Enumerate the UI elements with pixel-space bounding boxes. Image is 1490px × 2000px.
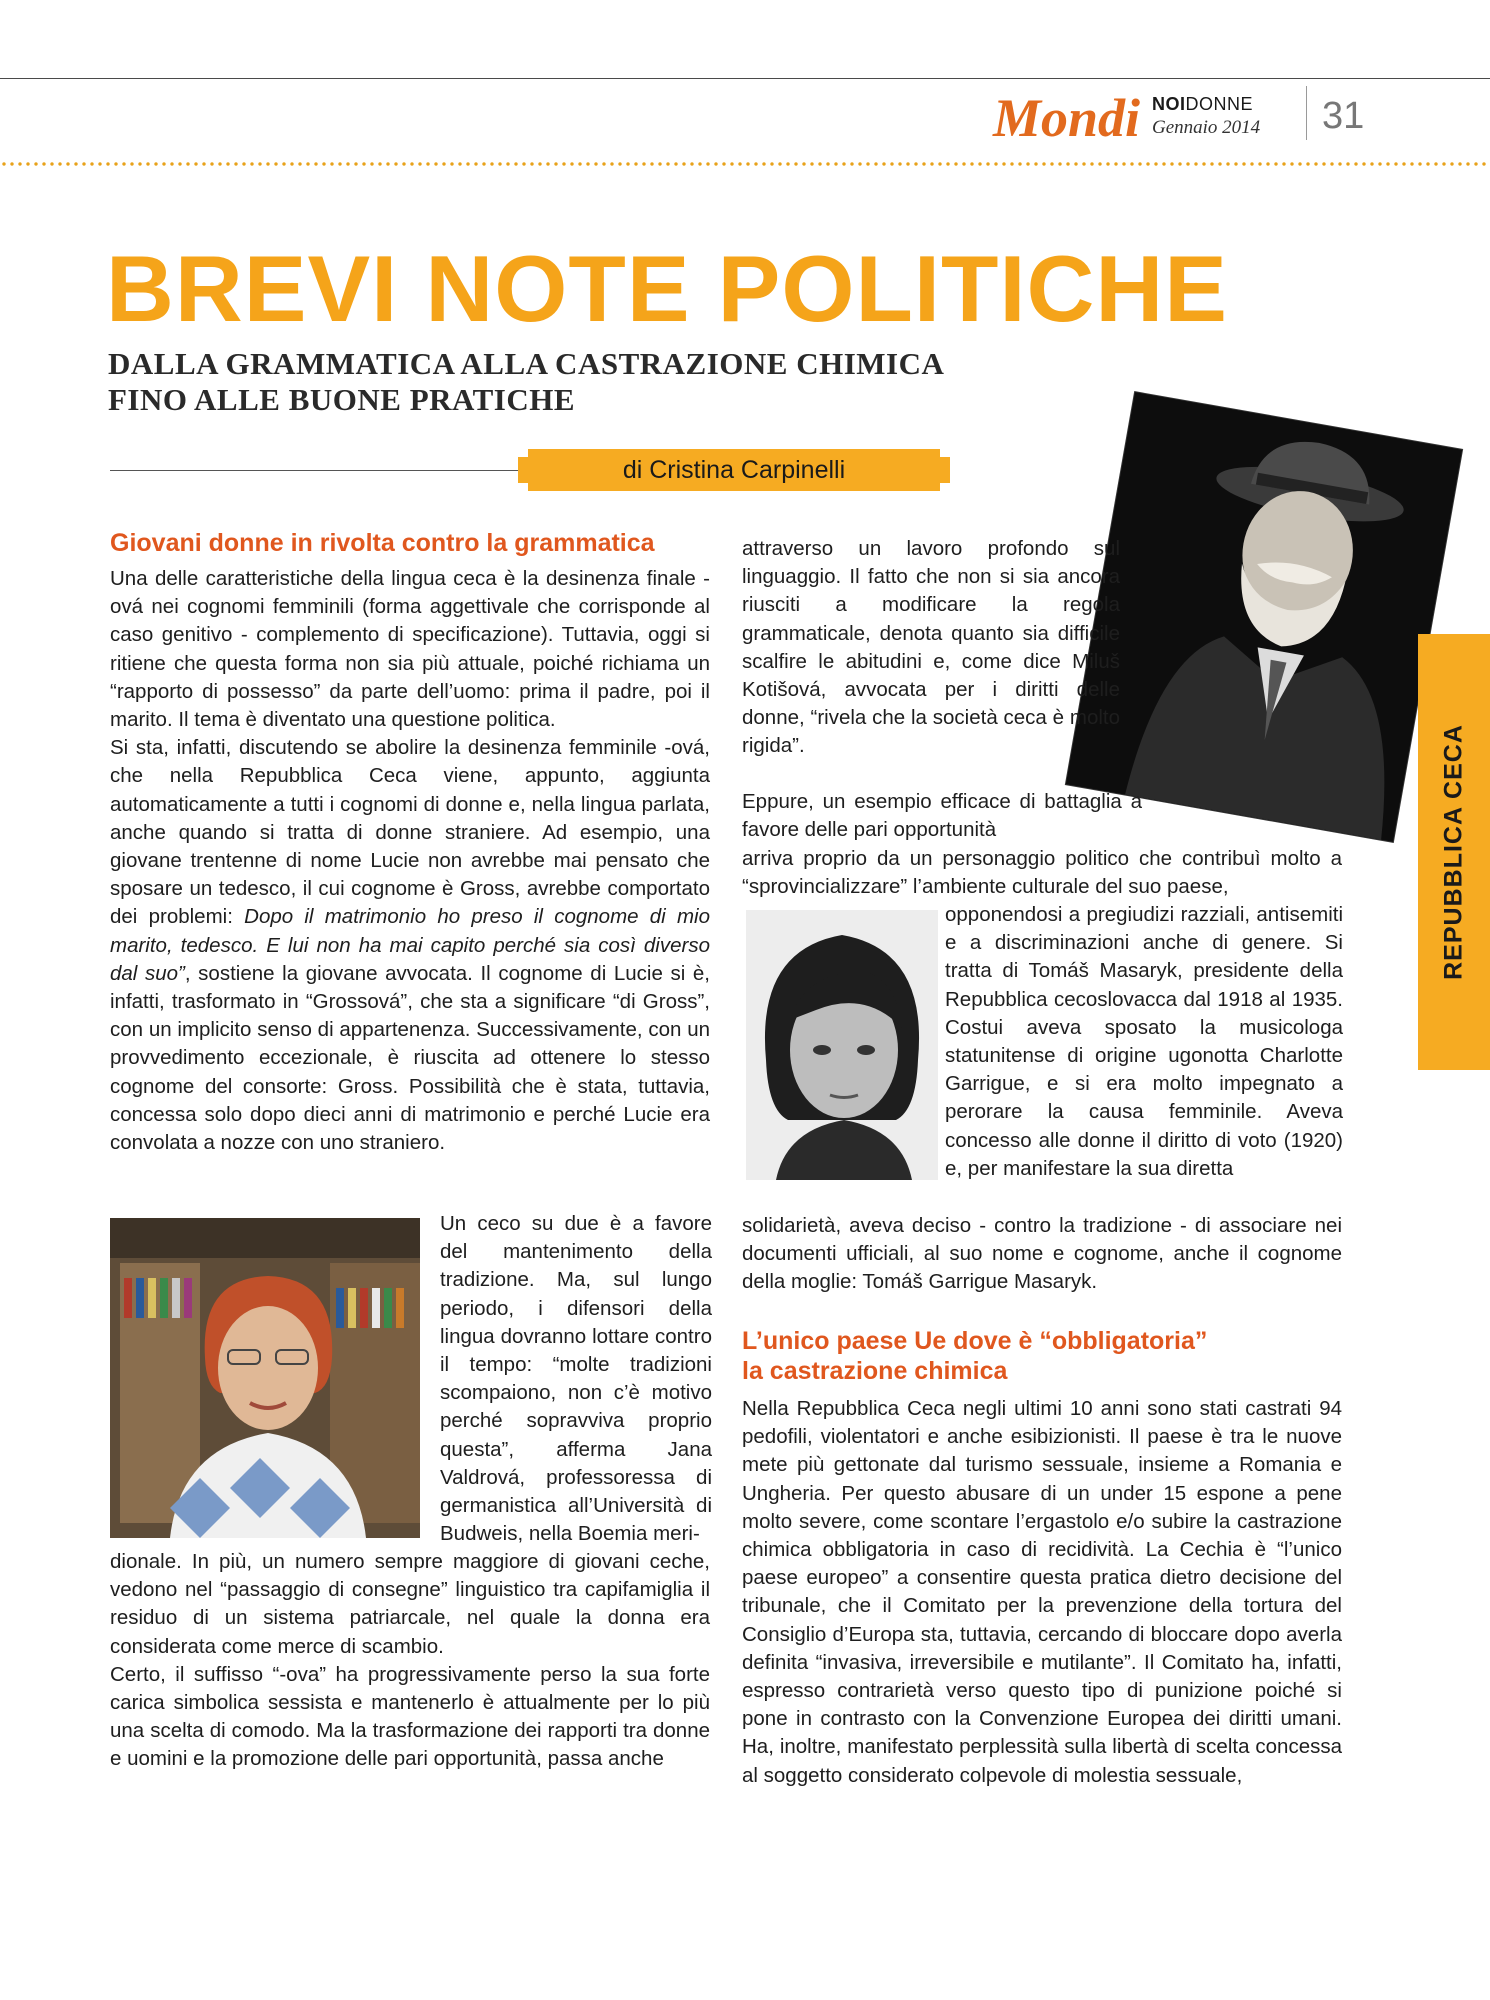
photo-masaryk-illustration <box>1066 392 1462 842</box>
byline-rule <box>110 470 520 471</box>
column2-text-narrow <box>742 788 1142 844</box>
column2-paragraph-2-part3: opponendosi a pregiudizi razziali, antisemiti e a discriminazioni anche di genere. Si tratta di Tomáš Masaryk, presidente della Repubblica cecoslovacca dal 1918 al 1935. Costui aveva sposato la musicologa statunitense di origine ugonotta Charlotte Garrigue, e si era molto impegnato a perorare la causa femminile. Aveva concesso alle donne il diritto di voto (1920) e, per manifestare la sua diretta <box>945 903 1343 1180</box>
section1-heading: Giovani donne in rivolta contro la grammatica <box>110 529 655 557</box>
section-label: Mondi <box>992 88 1140 148</box>
photo-jana-valdrova <box>110 1218 420 1538</box>
paragraph-3-part1: Un ceco su due è a favore del mantenimento della tradizione. Ma, sul lungo periodo, i difensori della lingua dovranno lottare contro il tempo: “molte tradizioni scompaiono, non c’è motivo perché sopravviva proprio questa”, afferma Jana Valdrová, professoressa di germanistica all’Università di Budweis, nella Boemia meri- <box>440 1212 712 1546</box>
section2-heading-line1: L’unico paese Ue dove è “obbligatoria” <box>742 1327 1208 1355</box>
photo-masaryk <box>1066 392 1462 842</box>
paragraph-3-part2: dionale. In più, un numero sempre maggiore di giovani ceche, vedono nel “passaggio di consegne” linguistico tra capifamiglia il residuo di un sistema patriarcale, nel quale la donna era considerata come merce di scambio. <box>110 1550 710 1658</box>
article-subtitle-line2: FINO ALLE BUONE PRATICHE <box>108 382 576 417</box>
section2-heading-line2: la castrazione chimica <box>742 1357 1008 1385</box>
side-tab-label <box>1418 634 1490 1070</box>
column2-text-wide <box>742 845 1342 901</box>
column2-paragraph-2-part1: Eppure, un esempio efficace di battaglia a favore delle pari opportunità <box>742 790 1142 842</box>
side-tab-text: REPUBBLICA CECA <box>1439 724 1468 980</box>
column2-text-bottom <box>742 1395 1342 1790</box>
column2-paragraph-3: Nella Repubblica Ceca negli ultimi 10 anni sono stati castrati 94 pedofili, violentatori e anche esibizionisti. Il paese è tra le nuove mete più gettonate dal turismo sessuale, insieme a Romania e Ungheria. Per questo abusare di un under 15 espone a pene molto severe, come scontare l’ergastolo e/o subire la castrazione chimica obbligatoria in caso di recidività. La Cechia è “l’unico paese europeo” a consentire questa pratica dietro decisione del tribunale, che il Comitato per la prevenzione della tortura del Consiglio d’Europa sta, tuttavia, cercando di bloccare dopo averla definita “invasiva, irreversibile e mutilante”. Il Comitato ha, infatti, espresso contrarietà verso questo tipo di punizione poiché si pone in contrasto con la Convenzione Europea dei diritti umani. Ha, inoltre, manifestato perplessità sulla libertà di scelta concessa al soggetto considerato colpevole di molestia sessuale, <box>742 1397 1342 1787</box>
paragraph-2-quote: Dopo il matrimonio ho preso il cognome di mio marito, tedesco. E lui non ha mai capito perché sia così diverso dal suo” <box>110 905 710 985</box>
page-number: 31 <box>1322 95 1365 137</box>
byline: di Cristina Carpinelli <box>528 449 940 491</box>
photo-young-woman-illustration <box>746 910 938 1180</box>
issue-date: Gennaio 2014 <box>1152 117 1261 138</box>
column1-text-beside-photo <box>440 1210 712 1548</box>
paragraph-2-part2: , sostiene la giovane avvocata. Il cognome di Lucie si è, infatti, trasformato in “Grossová”, che sta a significare “di Gross”, con un implicito senso di appartenenza. Successivamente, con un provvedimento eccezionale, è riuscita ad ottenere lo stesso cognome del consorte: Gross. Possibilità che è stata, tuttavia, concessa solo dopo dieci anni di matrimonio e perché Lucie era convolata a nozze con uno straniero. <box>110 961 710 1155</box>
column2-text-beside-photo <box>945 901 1343 1183</box>
column1-text-bottom <box>110 1548 710 1774</box>
column2-paragraph-1: attraverso un lavoro profondo sul linguaggio. Il fatto che non si sia ancora riusciti a modificare la regola grammaticale, denota quanto sia difficile scalfire le abitudini e, come dice Miluš Kotišová, avvocata per i diritti delle donne, “rivela che la società ceca è molto rigida”. <box>742 537 1120 758</box>
article-subtitle-line1: DALLA GRAMMATICA ALLA CASTRAZIONE CHIMICA <box>108 346 945 381</box>
header-separator <box>1306 86 1307 140</box>
header-dotted-rule <box>0 160 1490 168</box>
magazine-name-rest: DONNE <box>1185 94 1254 114</box>
column2-paragraph-2-part4: solidarietà, aveva deciso - contro la tradizione - di associare nei documenti ufficiali, al suo nome e cognome, anche il cognome della moglie: Tomáš Garrigue Masaryk. <box>742 1214 1342 1294</box>
column2-text-after-photo <box>742 1212 1342 1297</box>
magazine-name <box>1152 94 1253 114</box>
photo-young-woman <box>746 910 938 1180</box>
column1-text-top <box>110 565 710 1157</box>
paragraph-4: Certo, il suffisso “-ova” ha progressivamente perso la sua forte carica simbolica sessista e mantenerlo è attualmente per lo più una scelta di comodo. Ma la trasformazione dei rapporti tra donne e uomini e la promozione delle pari opportunità, passa anche <box>110 1662 710 1771</box>
section2-heading <box>742 1326 1342 1386</box>
paragraph-2-part1: Si sta, infatti, discutendo se abolire la desinenza femminile -ová, che nella Repubblica Ceca viene, appunto, aggiunta automaticamente a tutti i cognomi di donne e, nella lingua parlata, anche quando si tratta di donne straniere. Ad esempio, una giovane trentenne di nome Lucie non avrebbe mai pensato che sposare un tedesco, il cui cognome è Gross, avrebbe comportato dei problemi: <box>110 736 710 929</box>
header-top-rule <box>0 78 1490 79</box>
column2-paragraph-2-part2: arriva proprio da un personaggio politico che contribuì molto a “sprovincializzare” l’ambiente culturale del suo paese, <box>742 847 1342 899</box>
photo-jana-valdrova-illustration <box>110 1218 420 1538</box>
paragraph-2 <box>110 734 710 1157</box>
article-title: BREVI NOTE POLITICHE <box>106 236 1228 341</box>
column2-text-top <box>742 535 1120 761</box>
paragraph-1: Una delle caratteristiche della lingua ceca è la desinenza finale -ová nei cognomi femminili (forma aggettivale che corrisponde al caso genitivo - complemento di specificazione). Tuttavia, oggi si ritiene che questa forma non sia più attuale, poiché richiama un “rapporto di possesso” da parte dell’uomo: prima il padre, poi il marito. Il tema è diventato una questione politica. <box>110 567 710 732</box>
magazine-name-bold: NOI <box>1152 94 1186 114</box>
